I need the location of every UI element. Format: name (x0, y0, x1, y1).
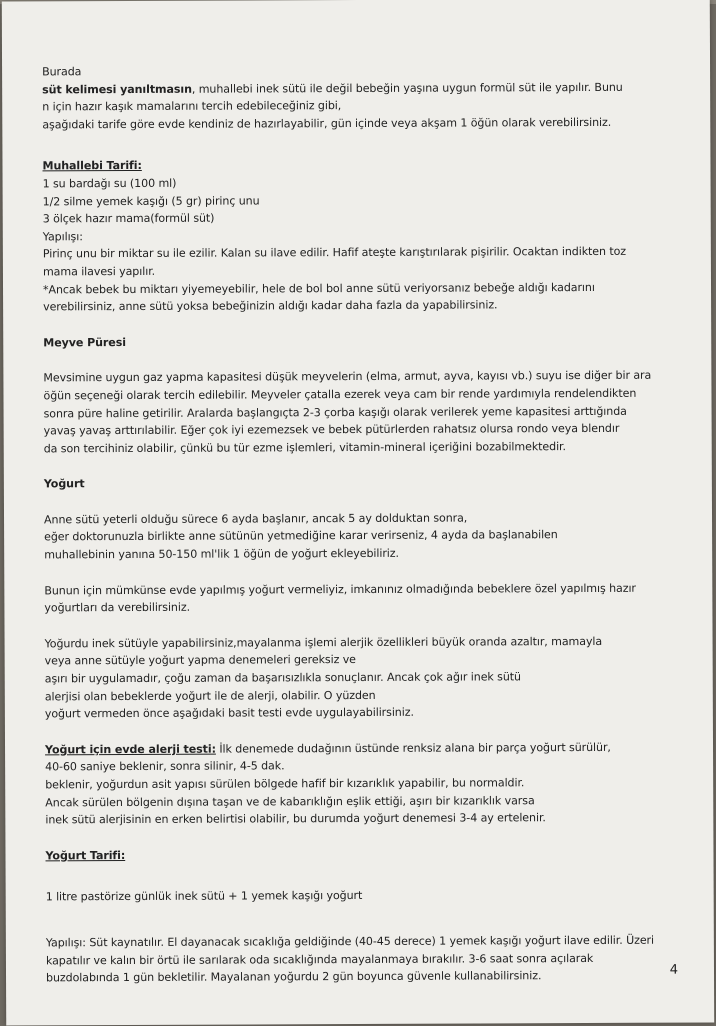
meyve-line: yavaş yavaş arttırılabilir. Eğer çok iyi ezemezsek ve bebek pütürlerden rahatsız olursa rondo veya blendır (43, 421, 620, 438)
meyve-line: Mevsimine uygun gaz yapma kapasitesi düşük meyvelerin (elma, armut, ayva, kayısı vb.) suyu ise diğer bir ara (43, 369, 652, 385)
alerji-heading: Yoğurt için evde alerji testi: (45, 742, 216, 757)
intro-bold-phrase: süt kelimesi yanıltmasın (42, 82, 192, 96)
alerji-first-rest: İlk denemede dudağının üstünde renksiz alana bir parça yoğurt sürülür, (215, 740, 611, 756)
yogurt-tarifi-line: kapatılır ve kalın bir örtü ile sarılarak oda sıcaklığında mayalanmaya bırakılır. 3-6 saat sonra açılarak (45, 951, 594, 967)
muhallebi-line: mama ilavesi yapılır. (42, 264, 156, 279)
meyve-line: sonra püre haline getirilir. Aralarda başlangıçta 2-3 çorba kaşığı olarak verilerek yeme kapasitesi arttığında (43, 404, 627, 420)
intro-line-3: n için hazır kaşık mamalarını tercih edebileceğiniz gibi, (42, 99, 342, 114)
alerji-line: Ancak sürülen bölgenin dışına taşan ve de kabarıklığın eşlik ettiği, aşırı bir kızarıklık varsa (45, 793, 535, 809)
yogurt-p3-line: aşırı bir uygulamadır, çoğu zaman da başarısızlıkla sonuçlanır. Ancak çok ağır inek sütü (44, 670, 521, 686)
yogurt-tarifi-line: buzdolabında 1 gün bekletilir. Mayalanan yoğurdu 2 gün boyunca güvenle kullanabilirsiniz. (46, 969, 542, 985)
muhallebi-line: *Ancak bebek bu miktarı yiyemeyebilir, hele de bol bol anne sütü veriyorsanız bebeğe aldığı kadarını (42, 280, 595, 296)
yogurt-heading: Yoğurt (43, 477, 85, 491)
muhallebi-line: 3 ölçek hazır mama(formül süt) (42, 211, 215, 226)
yogurt-tarifi-heading: Yoğurt Tarifi: (45, 848, 126, 863)
meyve-line: da son tercihiniz olabilir, çünkü bu tür ezme işlemleri, vitamin-mineral içeriğini bozabilmektedir. (43, 439, 566, 456)
alerji-line: inek sütü alerjisinin en erken belirtisi olabilir, bu durumda yoğurt denemesi 3-4 ay ertelenir. (45, 811, 546, 827)
yogurt-tarifi-ingredient: 1 litre pastörize günlük inek sütü + 1 yemek kaşığı yoğurt (45, 889, 363, 904)
muhallebi-line: Pirinç unu bir miktar su ile ezilir. Kalan su ilave edilir. Hafif ateşte karıştırılarak pişirilir. Ocaktan indikten toz (42, 245, 627, 261)
muhallebi-heading: Muhallebi Tarifi: (42, 159, 142, 173)
yogurt-p2-line: Bunun için mümkünse evde yapılmış yoğurt vermeliyiz, imkanınız olmadığında bebeklere özel yapılmış hazır (44, 581, 636, 598)
alerji-line: beklenir, yoğurdun asit yapısı sürülen bölgede hafif bir kızarıklık yapabilir, bu normaldir. (45, 776, 525, 792)
muhallebi-line: 1 su bardağı su (100 ml) (42, 176, 177, 191)
yogurt-p3-line: Yoğurdu inek sütüyle yapabilirsiniz,mayalanma işlemi alerjik özellikleri büyük oranda azaltır, mamayla (44, 634, 603, 651)
yogurt-p3-line: alerjisi olan bebeklerde yoğurt ile de alerji, olabilir. O yüzden (44, 688, 376, 703)
meyve-heading: Meyve Püresi (43, 335, 126, 350)
page-number: 4 (669, 962, 679, 978)
yogurt-tarifi-line: Yapılışı: Süt kaynatılır. El dayanacak sıcaklığa geldiğinde (40-45 derece) 1 yemek kaşığı yoğurt ilave edilir. Üzeri (45, 933, 655, 950)
yogurt-p3-line: veya anne sütüyle yoğurt yapma denemeleri gereksiz ve (44, 653, 356, 668)
intro-line-2-rest: , muhallebi inek sütü ile değil bebeğin yaşına uygun formül süt ile yapılır. Bunu (191, 80, 623, 96)
document-page (2, 0, 714, 1026)
muhallebi-line: verebilirsiniz, anne sütü yoksa bebeğinizin aldığı kadar daha fazla da yapabilirsiniz. (43, 298, 498, 314)
yogurt-p1-line: eğer doktorunuzla birlikte anne sütünün yetmediğine karar verirseniz, 4 ayda da başlanabilen (44, 528, 558, 544)
intro-line-1: Burada (42, 65, 82, 79)
meyve-line: öğün seçeneği olarak tercih edilebilir. Meyveler çatalla ezerek veya cam bir rende yardımıyla rendelendikten (43, 386, 637, 403)
yogurt-p1-line: muhallebinin yanına 50-150 ml'lik 1 öğün de yoğurt ekleyebiliriz. (44, 546, 399, 562)
muhallebi-line: 1/2 silme yemek kaşığı (5 gr) pirinç unu (42, 193, 260, 208)
yogurt-p2-line: yoğurtları da verebilirsiniz. (44, 600, 191, 615)
alerji-line: 40-60 saniye beklenir, sonra silinir, 4-5 dak. (45, 759, 285, 774)
yogurt-p3-line: yoğurt vermeden önce aşağıdaki basit testi evde uygulayabilirsiniz. (44, 705, 414, 721)
intro-line-2 (42, 78, 657, 98)
page-content (42, 61, 661, 987)
muhallebi-line: Yapılışı: (42, 229, 83, 244)
intro-line-4: aşağıdaki tarife göre evde kendiniz de hazırlayabilir, gün içinde veya akşam 1 öğün olarak verebilirsiniz. (42, 115, 612, 132)
alerji-line-1 (45, 738, 660, 758)
yogurt-p1-line: Anne sütü yeterli olduğu sürece 6 ayda başlanır, ancak 5 ay dolduktan sonra, (44, 511, 468, 527)
